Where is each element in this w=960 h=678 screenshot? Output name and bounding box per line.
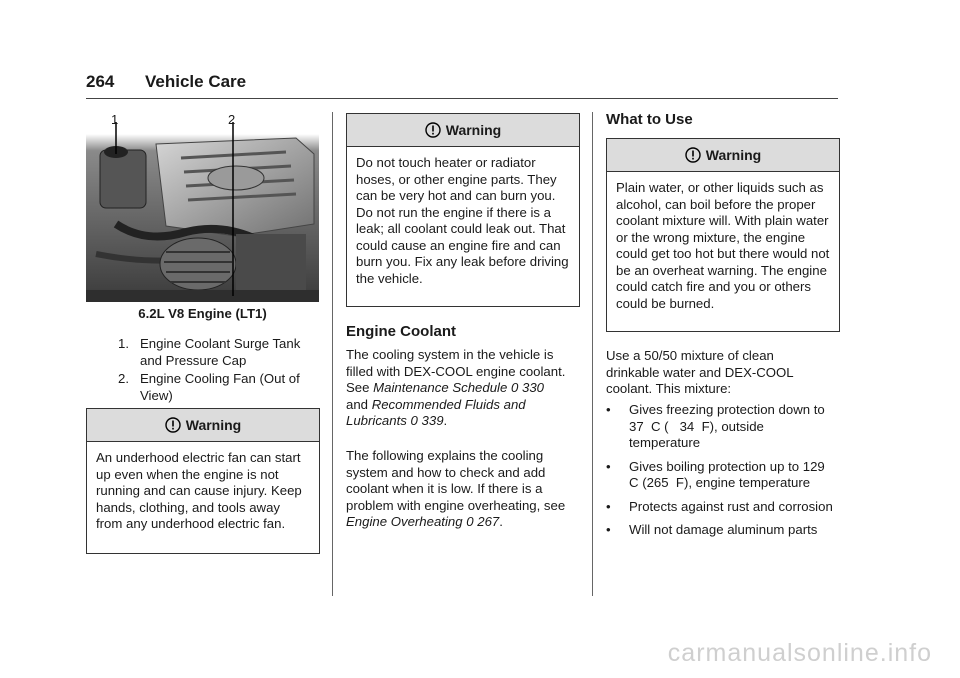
callout-2: 2 <box>228 112 236 127</box>
mixture-bullet-list <box>606 402 838 539</box>
warning-text: Do not touch heater or radiator hoses, or other engine parts. They can be very hot and can burn you. Do not run the engine if there is a leak; all coolant could leak out. That could cause an engine fire and can burn you. Fix any leak before driving the vehicle. <box>356 155 569 286</box>
legend-number: 2. <box>118 371 129 386</box>
warning-title: Warning <box>445 122 502 138</box>
warning-icon <box>165 417 181 433</box>
bullet-text: Gives freezing protection down to 37 C ( 34 F), outside temperature <box>629 402 833 450</box>
bullet-marker: • <box>606 498 611 514</box>
list-item <box>606 459 838 492</box>
warning-text: An underhood electric fan can start up even when the engine is not running and can cause injury. Keep hands, clothing, and tools away from any underhood electric fan. <box>96 450 302 531</box>
engine-photo <box>86 114 319 302</box>
figure-caption: 6.2L V8 Engine (LT1) <box>138 306 267 321</box>
header-rule <box>86 98 838 99</box>
coolant-intro-text: The cooling system in the vehicle is filled with DEX-COOL engine coolant. <box>346 347 566 379</box>
column-divider-2 <box>592 112 593 596</box>
page-number: 264 <box>86 72 115 91</box>
warning-box-hot-parts <box>346 113 580 307</box>
warning-header <box>347 114 579 147</box>
warning-icon <box>425 122 441 138</box>
warning-icon <box>685 147 701 163</box>
and-label: and <box>346 396 369 412</box>
warning-title: Warning <box>705 147 762 163</box>
warning-box-plain-water <box>606 138 840 332</box>
see-label: See <box>346 380 370 395</box>
column-divider-1 <box>332 112 333 596</box>
bullet-text: Protects against rust and corrosion <box>629 498 833 514</box>
list-item <box>606 402 838 452</box>
warning-header <box>607 139 839 172</box>
warning-header <box>87 409 319 442</box>
legend-item <box>118 336 323 369</box>
coolant-explain-text: The following explains the cooling system and how to check and add coolant when it is low. If there is a problem with engine overheating, see <box>346 448 566 513</box>
page-title: Vehicle Care <box>145 72 247 91</box>
engine-coolant-para1 <box>346 347 580 430</box>
what-to-use-heading: What to Use <box>606 111 693 128</box>
warning-text: Plain water, or other liquids such as alcohol, can boil before the proper coolant mixture will. With plain water or the wrong mixture, the engine could get too hot but there would not be an overheat warning. The engine could catch fire and you or others could be burned. <box>616 180 830 311</box>
legend-text: Engine Coolant Surge Tank and Pressure Cap <box>140 336 301 368</box>
engine-coolant-para2 <box>346 448 580 531</box>
callout-1: 1 <box>111 112 119 127</box>
period: . <box>443 413 448 428</box>
bullet-marker: • <box>606 402 611 417</box>
recommended-fluids-link[interactable]: Recommended Fluids and Lubricants <box>346 396 526 428</box>
legend-text: Engine Cooling Fan (Out of View) <box>140 371 300 403</box>
watermark: carmanualsonline.info <box>667 639 932 667</box>
legend-number: 1. <box>118 336 129 351</box>
period: . <box>499 514 503 529</box>
maintenance-schedule-link[interactable]: Maintenance Schedule <box>373 380 508 395</box>
recommended-fluids-page[interactable]: 0 339 <box>410 413 444 428</box>
engine-overheating-page[interactable]: 0 267 <box>466 514 500 529</box>
legend-item <box>118 371 323 404</box>
list-item <box>606 499 838 516</box>
warning-title: Warning <box>185 417 242 433</box>
bullet-text: Will not damage aluminum parts <box>629 522 818 537</box>
what-to-use-intro: Use a 50/50 mixture of clean drinkable water and DEX-COOL coolant. This mixture: <box>606 348 794 396</box>
list-item <box>606 522 838 539</box>
warning-box-fan <box>86 408 320 554</box>
figure-legend <box>118 336 323 404</box>
maintenance-schedule-page[interactable]: 0 330 <box>510 380 544 395</box>
bullet-marker: • <box>606 458 611 474</box>
bullet-text: Gives boiling protection up to 129 C (265 F), engine temperature <box>629 458 833 490</box>
engine-coolant-heading: Engine Coolant <box>346 323 456 340</box>
bullet-marker: • <box>606 522 611 537</box>
engine-overheating-link[interactable]: Engine Overheating <box>346 514 463 529</box>
